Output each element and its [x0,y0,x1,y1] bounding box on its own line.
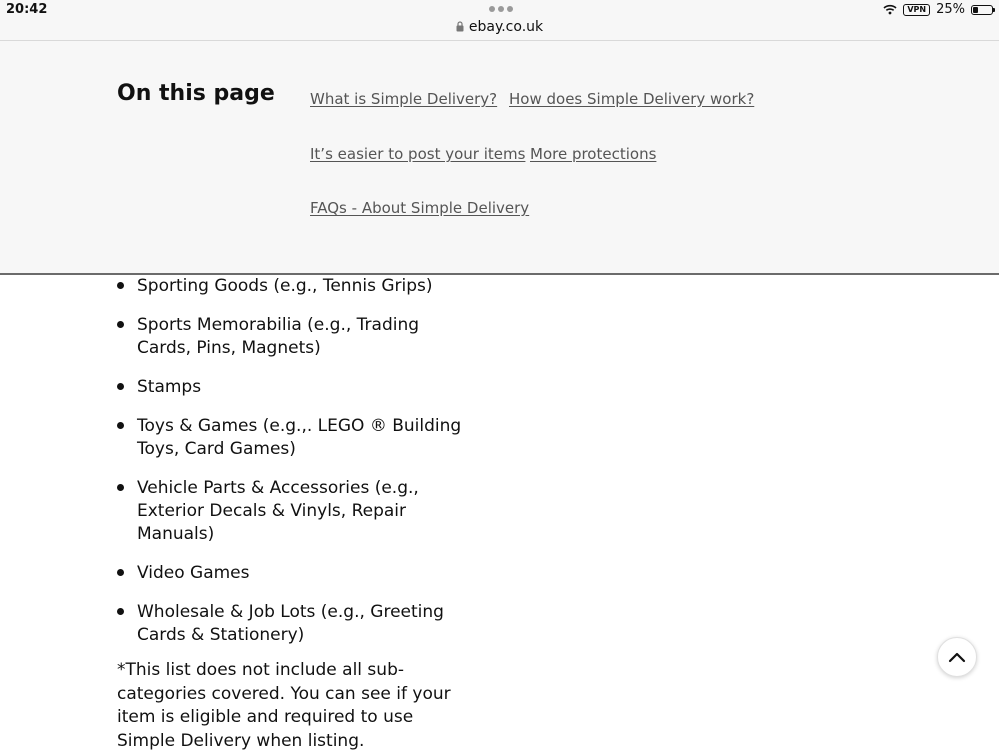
on-this-page-panel [0,41,999,275]
footnote-text: *This list does not include all sub-categories covered. You can see if your item is eligible and required to use Simple Delivery when listing. [117,660,451,751]
browser-status-bar [0,0,999,41]
list-item: Stamps [117,376,467,399]
battery-percent: 25% [936,2,965,17]
tab-menu-dots-icon[interactable] [489,6,513,12]
vpn-badge: VPN [903,4,930,16]
list-item: Toys & Games (e.g.,. LEGO ® Building Toys, Card Games) [117,415,467,461]
on-this-page-title: On this page [117,81,275,106]
back-to-top-button[interactable] [937,637,977,677]
status-indicators [883,2,993,17]
battery-icon [971,5,993,15]
list-item: Wholesale & Job Lots (e.g., Greeting Cards & Stationery) [117,601,467,647]
lock-icon [456,21,464,32]
link-what-is-simple-delivery[interactable]: What is Simple Delivery? [310,90,498,108]
link-faqs-simple-delivery[interactable]: FAQs - About Simple Delivery [310,199,530,217]
address-bar[interactable] [0,19,999,35]
url-text: ebay.co.uk [468,19,544,35]
list-item: Vehicle Parts & Accessories (e.g., Exterior Decals & Vinyls, Repair Manuals) [117,477,467,546]
status-time: 20:42 [6,2,48,17]
chevron-up-icon [948,651,966,663]
list-item: Sporting Goods (e.g., Tennis Grips) [117,275,467,298]
link-more-protections[interactable]: More protections [530,145,657,163]
link-how-does-simple-delivery-work[interactable]: How does Simple Delivery work? [509,90,755,108]
category-list [117,275,467,647]
wifi-icon [883,4,897,15]
list-item: Sports Memorabilia (e.g., Trading Cards, Pins, Magnets) [117,314,467,360]
category-content [117,274,467,753]
link-easier-to-post[interactable]: It’s easier to post your items [310,145,526,163]
list-item: Video Games [117,562,467,585]
